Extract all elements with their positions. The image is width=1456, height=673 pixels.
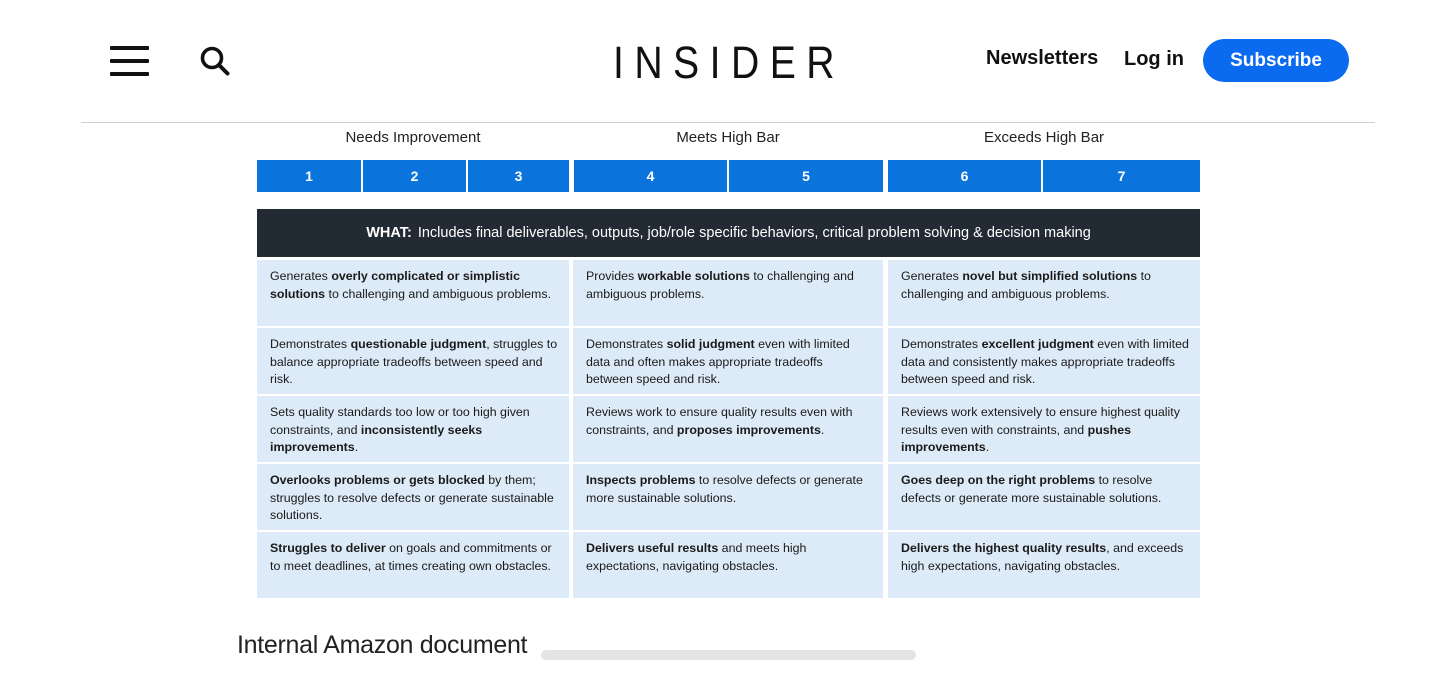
rubric-text: to resolve defects or generate more sustainable solutions. [586,473,863,505]
hamburger-menu-icon[interactable] [110,46,150,76]
rubric-cell-meets-high-bar [573,464,883,530]
rubric-text: even with limited data and often makes appropriate tradeoffs between speed and risk. [586,337,850,386]
carousel-scroll-track[interactable] [541,650,916,660]
rubric-cell-exceeds-high-bar [888,464,1200,530]
score-cell: 2 [363,160,466,192]
rubric-text: Demonstrates [586,337,667,351]
rubric-text: by them; struggles to resolve defects or generate sustainable solutions. [270,473,554,522]
rubric-cell-exceeds-high-bar [888,328,1200,394]
login-link[interactable]: Log in [1124,48,1184,70]
rubric-text: to challenging and ambiguous problems. [901,269,1151,301]
rubric-emphasis: workable solutions [637,269,750,283]
subscribe-button[interactable]: Subscribe [1203,39,1349,82]
what-label: WHAT: [366,225,412,241]
rubric-row [257,328,1200,394]
rubric-emphasis: Goes deep on the right problems [901,473,1096,487]
svg-text:INSIDER: INSIDER [613,37,845,88]
score-cell: 4 [574,160,727,192]
rubric-text: . [820,422,825,437]
rubric-text: Demonstrates [901,337,982,351]
rubric-emphasis: solid judgment [666,337,755,351]
rubric-row [257,260,1200,326]
rubric-cell-needs-improvement [257,396,569,462]
what-header-bar [257,209,1200,257]
rubric-text: , and exceeds high expectations, navigating obstacles. [901,541,1184,573]
rubric-emphasis: Struggles to deliver [270,541,386,555]
score-cell: 6 [888,160,1041,192]
rubric-text: to challenging and ambiguous problems. [325,286,552,301]
rubric-cell-needs-improvement [257,260,569,326]
rubric-text: Generates [901,269,963,283]
site-header [0,0,1456,123]
score-cell: 1 [257,160,361,192]
score-cell: 5 [729,160,883,192]
rubric-emphasis: Delivers the highest quality results [901,541,1107,555]
search-icon[interactable] [199,45,231,77]
insider-logo[interactable] [609,37,849,88]
rubric-emphasis: inconsistently seeks improvements [270,422,483,454]
header-divider [81,122,1375,123]
rubric-text: and meets high expectations, navigating obstacles. [586,541,807,573]
rubric-cell-meets-high-bar [573,532,883,598]
rubric-text: Generates [270,269,332,283]
rubric-cell-exceeds-high-bar [888,532,1200,598]
rubric-cell-exceeds-high-bar [888,396,1200,462]
rubric-emphasis: pushes improvements [901,422,1132,454]
newsletters-link[interactable]: Newsletters [986,47,1099,69]
rubric-text: , struggles to balance appropriate tradeoffs between speed and risk. [270,337,558,386]
rubric-text: . [985,440,990,454]
rubric-emphasis: overly complicated or simplistic solutions [270,269,520,301]
band-label-meets-high-bar: Meets High Bar [676,129,780,146]
rubric-emphasis: Inspects problems [586,473,696,487]
rubric-cell-meets-high-bar [573,396,883,462]
rubric-text: Demonstrates [270,337,351,351]
rubric-text: to resolve defects or generate more sustainable solutions. [901,473,1162,505]
rubric-row [257,464,1200,530]
score-cell: 7 [1043,160,1200,192]
rubric-cell-needs-improvement [257,532,569,598]
rubric-emphasis: Delivers useful results [586,541,719,555]
rubric-cell-meets-high-bar [573,328,883,394]
rubric-emphasis: novel but simplified solutions [962,269,1138,283]
rubric-cell-meets-high-bar [573,260,883,326]
rubric-emphasis: proposes improvements [676,422,821,437]
what-description: Includes final deliverables, outputs, job/role specific behaviors, critical problem solving & decision making [417,225,1091,241]
rubric-emphasis: excellent judgment [981,337,1094,351]
rubric-text: Reviews work extensively to ensure highest quality results even with constraints, and [901,405,1180,437]
rubric-text: on goals and commitments or to meet deadlines, at times creating own obstacles. [270,541,552,573]
band-label-needs-improvement: Needs Improvement [345,129,481,146]
rubric-row [257,532,1200,598]
rubric-emphasis: questionable judgment [350,337,487,351]
rubric-row [257,396,1200,462]
rubric-emphasis: Overlooks problems or gets blocked [270,473,485,487]
performance-rubric-image [257,124,1200,599]
rubric-text: Reviews work to ensure quality results even with constraints, and [586,405,853,437]
rubric-text: Sets quality standards too low or too high given constraints, and [270,405,530,437]
rubric-text: . [354,440,359,454]
score-cell: 3 [468,160,569,192]
rubric-text: even with limited data and consistently makes appropriate tradeoffs between speed and risk. [901,337,1189,386]
rubric-cell-needs-improvement [257,328,569,394]
rubric-cell-needs-improvement [257,464,569,530]
band-label-exceeds-high-bar: Exceeds High Bar [983,129,1105,146]
rubric-text: to challenging and ambiguous problems. [586,269,854,301]
rubric-cell-exceeds-high-bar [888,260,1200,326]
rubric-text: Provides [586,269,638,283]
image-caption: Internal Amazon document [237,631,528,659]
